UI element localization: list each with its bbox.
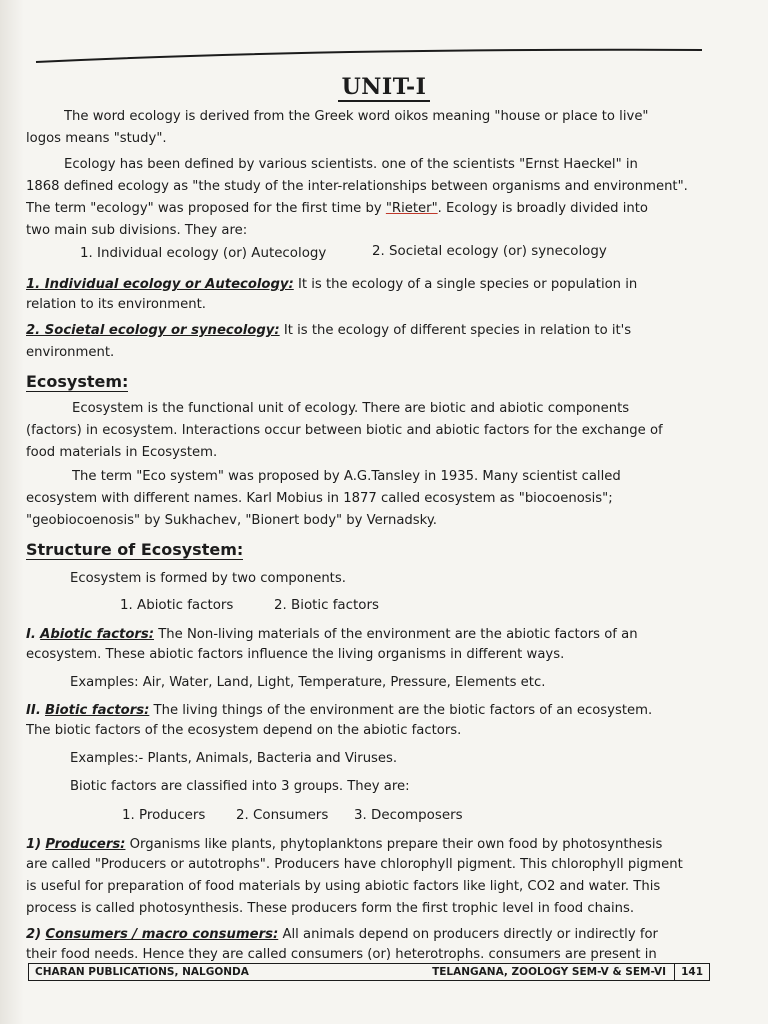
- structure-heading: Structure of Ecosystem:: [26, 540, 244, 559]
- ecosystem-line-4: The term "Eco system" was proposed by A.G.Tansley in 1935. Many scientist called: [72, 469, 621, 484]
- ecosystem-line-6: "geobiocoenosis" by Sukhachev, "Bionert body" by Vernadsky.: [26, 513, 437, 528]
- intro-line-2: logos means "study".: [26, 131, 167, 146]
- consumers-line-2: their food needs. Hence they are called consumers (or) heterotrophs. consumers are present in: [26, 947, 657, 962]
- intro-line-5: The term "ecology" was proposed for the first time by "Rieter". Ecology is broadly divided into: [26, 201, 648, 216]
- ecosystem-heading: Ecosystem:: [26, 372, 129, 391]
- abiotic-line-1: I. Abiotic factors: The Non-living materials of the environment are the abiotic factors of an: [26, 627, 638, 642]
- societal-ecology-line-2: environment.: [26, 345, 115, 360]
- societal-ecology-line-1: 2. Societal ecology or synecology: It is the ecology of different species in relation to it's: [26, 323, 632, 338]
- biotic-marker: II.: [26, 703, 41, 718]
- producers-line-2: are called "Producers or autotrophs". Producers have chlorophyll pigment. This chlorophyll pigment: [26, 857, 683, 872]
- biotic-list-item-1: 1. Producers: [122, 808, 206, 823]
- societal-ecology-term: 2. Societal ecology or synecology:: [26, 323, 280, 338]
- producers-marker: 1): [26, 837, 42, 852]
- producers-line-1: 1) Producers: Organisms like plants, phytoplanktons prepare their own food by photosynthesis: [26, 837, 663, 852]
- structure-list-item-2: 2. Biotic factors: [274, 598, 379, 613]
- ecosystem-line-2: (factors) in ecosystem. Interactions occur between biotic and abiotic factors for the exchange of: [26, 423, 663, 438]
- intro-line-6: two main sub divisions. They are:: [26, 223, 248, 238]
- biotic-list-item-3: 3. Decomposers: [354, 808, 463, 823]
- biotic-line-1: II. Biotic factors: The living things of the environment are the biotic factors of an ecosystem.: [26, 703, 653, 718]
- intro-list-item-2: 2. Societal ecology (or) synecology: [372, 244, 607, 259]
- abiotic-marker: I.: [26, 627, 36, 642]
- biotic-classified: Biotic factors are classified into 3 groups. They are:: [70, 779, 410, 794]
- ecosystem-line-3: food materials in Ecosystem.: [26, 445, 218, 460]
- ecosystem-line-1: Ecosystem is the functional unit of ecology. There are biotic and abiotic components: [72, 401, 630, 416]
- rieter-name: "Rieter": [385, 201, 438, 216]
- structure-list-item-1: 1. Abiotic factors: [120, 598, 234, 613]
- page-footer: [28, 963, 710, 981]
- intro-line-1: The word ecology is derived from the Greek word oikos meaning "house or place to live": [64, 109, 649, 124]
- unit-title: UNIT-I: [0, 74, 768, 100]
- individual-ecology-term: 1. Individual ecology or Autecology:: [26, 277, 294, 292]
- consumers-term: Consumers / macro consumers:: [45, 927, 279, 942]
- structure-line-1: Ecosystem is formed by two components.: [70, 571, 346, 586]
- intro-line-3: Ecology has been defined by various scientists. one of the scientists "Ernst Haeckel" in: [64, 157, 638, 172]
- producers-line-4: process is called photosynthesis. These producers form the first trophic level in food chains.: [26, 901, 635, 916]
- abiotic-examples: Examples: Air, Water, Land, Light, Temperature, Pressure, Elements etc.: [70, 675, 546, 690]
- biotic-term: Biotic factors:: [45, 703, 150, 718]
- footer-page-number: 141: [674, 964, 709, 980]
- individual-ecology-line-1: 1. Individual ecology or Autecology: It is the ecology of a single species or population in: [26, 277, 638, 292]
- abiotic-line-2: ecosystem. These abiotic factors influence the living organisms in different ways.: [26, 647, 565, 662]
- consumers-line-1: 2) Consumers / macro consumers: All animals depend on producers directly or indirectly for: [26, 927, 658, 942]
- footer-publisher: CHARAN PUBLICATIONS, NALGONDA: [35, 966, 249, 978]
- consumers-marker: 2): [26, 927, 42, 942]
- abiotic-term: Abiotic factors:: [40, 627, 155, 642]
- ecosystem-line-5: ecosystem with different names. Karl Mobius in 1877 called ecosystem as "biocoenosis";: [26, 491, 613, 506]
- biotic-examples: Examples:- Plants, Animals, Bacteria and Viruses.: [70, 751, 398, 766]
- intro-line-4: 1868 defined ecology as "the study of the inter-relationships between organisms and environment".: [26, 179, 688, 194]
- producers-term: Producers:: [45, 837, 126, 852]
- individual-ecology-line-2: relation to its environment.: [26, 297, 206, 312]
- producers-line-3: is useful for preparation of food materials by using abiotic factors like light, CO2 and water. This: [26, 879, 661, 894]
- top-rule-line: [34, 46, 704, 66]
- biotic-list-item-2: 2. Consumers: [236, 808, 329, 823]
- page-margin-shadow: [0, 0, 24, 1024]
- footer-course: TELANGANA, ZOOLOGY SEM-V & SEM-VI: [432, 966, 667, 978]
- biotic-line-2: The biotic factors of the ecosystem depend on the abiotic factors.: [26, 723, 462, 738]
- intro-list-item-1: 1. Individual ecology (or) Autecology: [80, 246, 327, 261]
